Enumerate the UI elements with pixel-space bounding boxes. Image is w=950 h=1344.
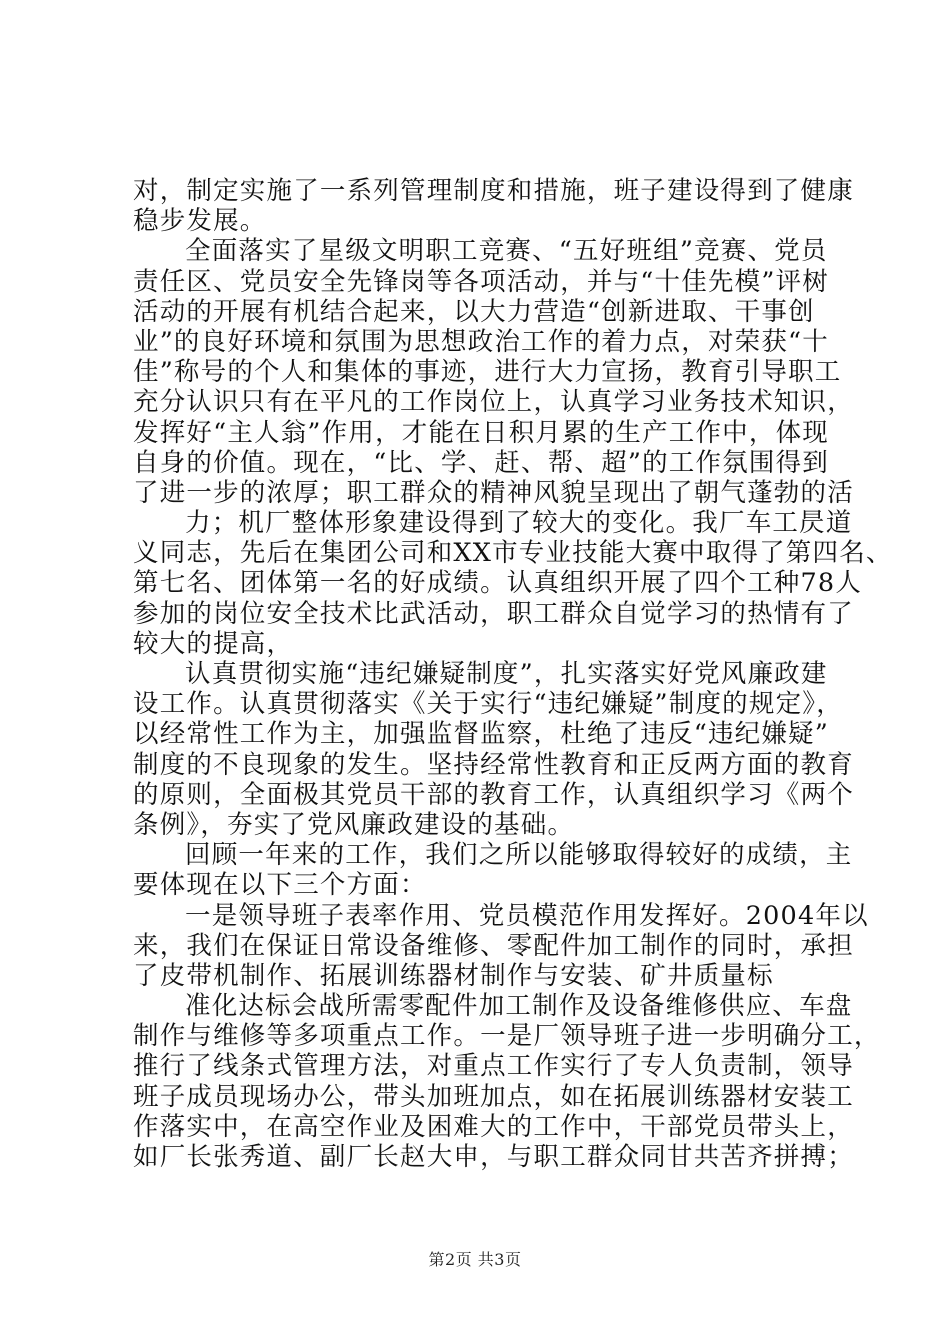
document-body <box>133 176 893 1172</box>
text-line: 充分认识只有在平凡的工作岗位上，认真学习业务技术知识， <box>133 387 854 418</box>
text-line: 制作与维修等多项重点工作。一是厂领导班子进一步明确分工， <box>133 1021 881 1052</box>
text-line: 了皮带机制作、拓展训练器材制作与安装、矿井质量标 <box>133 960 774 991</box>
text-line: 第七名、团体第一名的好成绩。认真组织开展了四个工种78人 <box>133 568 863 599</box>
text-line: 作落实中，在高空作业及困难大的工作中，干部党员带头上， <box>133 1111 854 1142</box>
text-line: 准化达标会战所需零配件加工制作及设备维修供应、车盘 <box>185 991 853 1022</box>
text-line: 来，我们在保证日常设备维修、零配件加工制作的同时，承担 <box>133 930 854 961</box>
text-line: 自身的价值。现在，“比、学、赶、帮、超”的工作氛围得到 <box>133 447 829 478</box>
text-line: 要体现在以下三个方面： <box>133 870 427 901</box>
text-line: 义同志，先后在集团公司和XX市专业技能大赛中取得了第四名、 <box>133 538 893 569</box>
text-line: 一是领导班子表率作用、党员模范作用发挥好。2004年以 <box>185 900 869 931</box>
text-line: 推行了线条式管理方法，对重点工作实行了专人负责制，领导 <box>133 1051 854 1082</box>
page-footer <box>0 1247 950 1270</box>
text-line: 稳步发展。 <box>133 206 267 237</box>
text-line: 活动的开展有机结合起来，以大力营造“创新进取、干事创 <box>133 296 815 327</box>
text-line: 班子成员现场办公，带头加班加点，如在拓展训练器材安装工 <box>133 1081 854 1112</box>
text-line: 认真贯彻实施“违纪嫌疑制度”，扎实落实好党风廉政建 <box>185 659 828 689</box>
text-line: 的原则，全面极其党员干部的教育工作，认真组织学习《两个 <box>133 779 854 810</box>
text-line: 力；机厂整体形象建设得到了较大的变化。我厂车工昃道 <box>185 508 853 539</box>
text-line: 较大的提高， <box>133 628 294 659</box>
text-line: 条例》，夯实了党风廉政建设的基础。 <box>133 809 575 840</box>
text-line: 制度的不良现象的发生。坚持经常性教育和正反两方面的教育 <box>133 749 854 780</box>
text-line: 发挥好“主人翁”作用，才能在日积月累的生产工作中，体现 <box>133 417 829 448</box>
text-line: 全面落实了星级文明职工竞赛、“五好班组”竞赛、党员 <box>185 236 828 267</box>
text-line: 如厂长张秀道、副厂长赵大申，与职工群众同甘共苦齐拼搏； <box>133 1142 854 1172</box>
text-line: 责任区、党员安全先锋岗等各项活动，并与“十佳先模”评树 <box>133 266 829 297</box>
text-line: 回顾一年来的工作，我们之所以能够取得较好的成绩，主 <box>185 840 853 871</box>
text-line: 佳”称号的个人和集体的事迹，进行大力宣扬，教育引导职工 <box>133 357 842 388</box>
text-line: 了进一步的浓厚；职工群众的精神风貌呈现出了朝气蓬勃的活 <box>133 477 854 508</box>
text-line: 参加的岗位安全技术比武活动，职工群众自觉学习的热情有了 <box>133 598 854 629</box>
text-line: 业”的良好环境和氛围为思想政治工作的着力点，对荣获“十 <box>133 326 829 357</box>
text-line: 以经常性工作为主，加强监督监察，杜绝了违反“违纪嫌疑” <box>133 719 829 750</box>
text-line: 设工作。认真贯彻落实《关于实行“违纪嫌疑”制度的规定》， <box>133 689 843 720</box>
text-line: 对，制定实施了一系列管理制度和措施，班子建设得到了健康 <box>133 176 854 206</box>
page-number: 第2页 共3页 <box>428 1250 522 1269</box>
